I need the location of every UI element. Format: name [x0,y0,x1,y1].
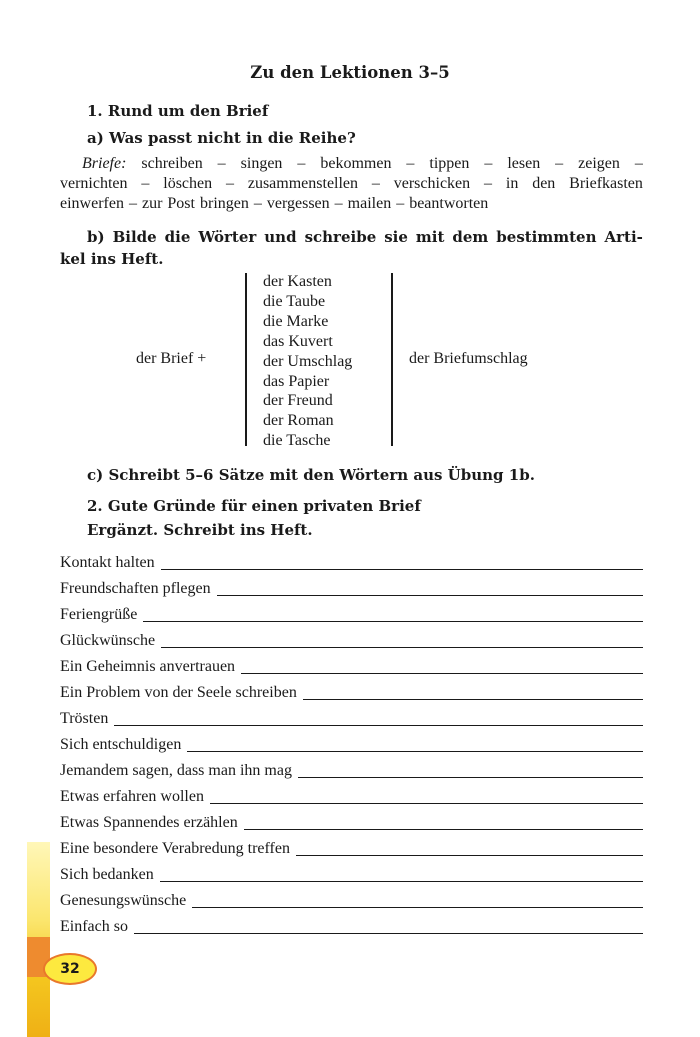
fill-in-label: Jemandem sagen, dass man ihn mag [60,762,292,779]
answer-line [210,803,643,804]
word-token: einwerfen [60,195,124,212]
heading-word: die [164,228,191,246]
word-list-item: der Kasten [263,273,332,290]
fill-in-row [60,548,643,574]
word-token: – [217,155,226,172]
fill-in-label: Ein Problem von der Seele schreiben [60,684,297,701]
word-base: der Brief + [136,350,207,367]
fill-in-label: Eine besondere Verabredung treffen [60,840,290,857]
fill-in-row [60,704,643,730]
fill-in-row [60,574,643,600]
answer-line [298,777,643,778]
word-token: – [128,195,137,212]
answer-line [161,569,643,570]
word-token: den [532,175,556,192]
page-title: Zu den Lektionen 3–5 [250,63,450,82]
fill-in-label: Glückwünsche [60,632,156,649]
word-token: – [297,155,306,172]
heading-word: bestimmten [496,228,597,246]
heading-word: mit [415,228,445,246]
answer-line [192,907,643,908]
word-row-line [60,174,643,194]
table-divider [391,273,393,446]
word-list-item: die Tasche [263,432,331,450]
briefe-label: Briefe: [82,155,127,172]
word-example: der Briefumschlag [409,350,528,367]
heading-word: dem [452,228,489,246]
word-token: – [225,175,234,192]
word-token: schreiben [141,155,203,172]
heading-word: sie [384,228,408,246]
answer-line [114,725,643,726]
word-token: – [484,175,493,192]
fill-in-label: Einfach so [60,918,128,935]
fill-in-label: Sich entschuldigen [60,736,182,753]
fill-in-label: Trösten [60,710,109,727]
word-token: löschen [163,175,213,192]
heading-word: b) [87,228,105,246]
fill-in-row [60,730,643,756]
word-token: Briefkasten [569,175,643,192]
page-number-badge [43,953,97,985]
fill-in-label: Freundschaften pflegen [60,580,211,597]
exercise-1b-heading-line [60,226,643,248]
word-token: verschicken [393,175,471,192]
word-row-line [60,154,643,174]
exercise-1-heading: 1. Rund um den Brief [87,102,269,120]
word-token: bringen [199,195,249,212]
answer-line [296,855,643,856]
answer-line [244,829,643,830]
word-token: vergessen [266,195,330,212]
fill-in-row [60,834,643,860]
word-token: vernichten [60,175,128,192]
answer-line [161,647,643,648]
word-token: – [334,195,343,212]
answer-line [241,673,643,674]
word-token: – [396,195,405,212]
word-list-item: der Roman [263,412,334,430]
word-list-item: die Marke [263,312,329,330]
fill-in-label: Feriengrüße [60,606,138,623]
word-token: beantworten [409,195,489,212]
answer-line [160,881,643,882]
page-number: 32 [60,961,80,977]
answer-line [217,595,643,596]
fill-in-row [60,782,643,808]
answer-line [134,933,643,934]
heading-word: und [264,228,297,246]
fill-in-row [60,678,643,704]
exercise-1c-heading: c) Schreibt 5–6 Sätze mit den Wörtern aus Übung 1b. [87,466,535,484]
word-token: – [555,155,564,172]
word-token: – [141,175,150,192]
word-token: bekommen [320,155,392,172]
heading-word: Arti- [604,228,643,246]
exercise-1b-heading [60,226,643,270]
word-list-item: das Kuvert [263,332,333,350]
answer-line [303,699,643,700]
word-token: in [505,175,519,192]
fill-in-label: Ein Geheimnis anvertrauen [60,658,236,675]
exercise-2-instruction: Ergänzt. Schreibt ins Heft. [87,521,313,539]
word-token: tippen [429,155,470,172]
word-token: Post [167,195,195,212]
word-token: – [634,155,643,172]
word-token: zusammenstellen [247,175,359,192]
word-list-item: der Umschlag [263,352,353,370]
fill-in-row [60,652,643,678]
fill-in-row [60,756,643,782]
fill-in-label: Kontakt halten [60,554,155,571]
answer-line [143,621,643,622]
table-divider [245,273,247,446]
exercise-1a-word-row [60,154,643,214]
fill-in-row [60,808,643,834]
word-list [263,272,352,451]
fill-in-row [60,600,643,626]
answer-line [187,751,643,752]
exercise-1b-heading-line: kel ins Heft. [60,250,164,268]
word-list-item: die Taube [263,292,326,310]
fill-in-row [60,912,643,938]
exercise-2-heading: 2. Gute Gründe für einen privaten Brief [87,497,421,515]
word-token: – [253,195,262,212]
heading-word: Bilde [112,228,157,246]
fill-in-label: Etwas erfahren wollen [60,788,204,805]
word-token: – [406,155,415,172]
word-token: mailen [347,195,392,212]
word-token: lesen [507,155,541,172]
word-list-item: der Freund [263,392,333,410]
heading-word: schreibe [304,228,377,246]
word-token: – [371,175,380,192]
fill-in-label: Genesungswünsche [60,892,187,909]
fill-in-row [60,860,643,886]
heading-word: Wörter [198,228,257,246]
word-token: zur [141,195,163,212]
fill-in-row [60,626,643,652]
fill-in-row [60,886,643,912]
word-token: zeigen [578,155,620,172]
word-list-item: das Papier [263,372,330,390]
exercise-1a-heading: a) Was passt nicht in die Reihe? [87,129,356,147]
fill-in-label: Etwas Spannendes erzählen [60,814,238,831]
exercise-2-lines [60,548,643,938]
word-token: – [484,155,493,172]
word-row-line [60,194,643,214]
word-token: singen [240,155,283,172]
fill-in-label: Sich bedanken [60,866,154,883]
